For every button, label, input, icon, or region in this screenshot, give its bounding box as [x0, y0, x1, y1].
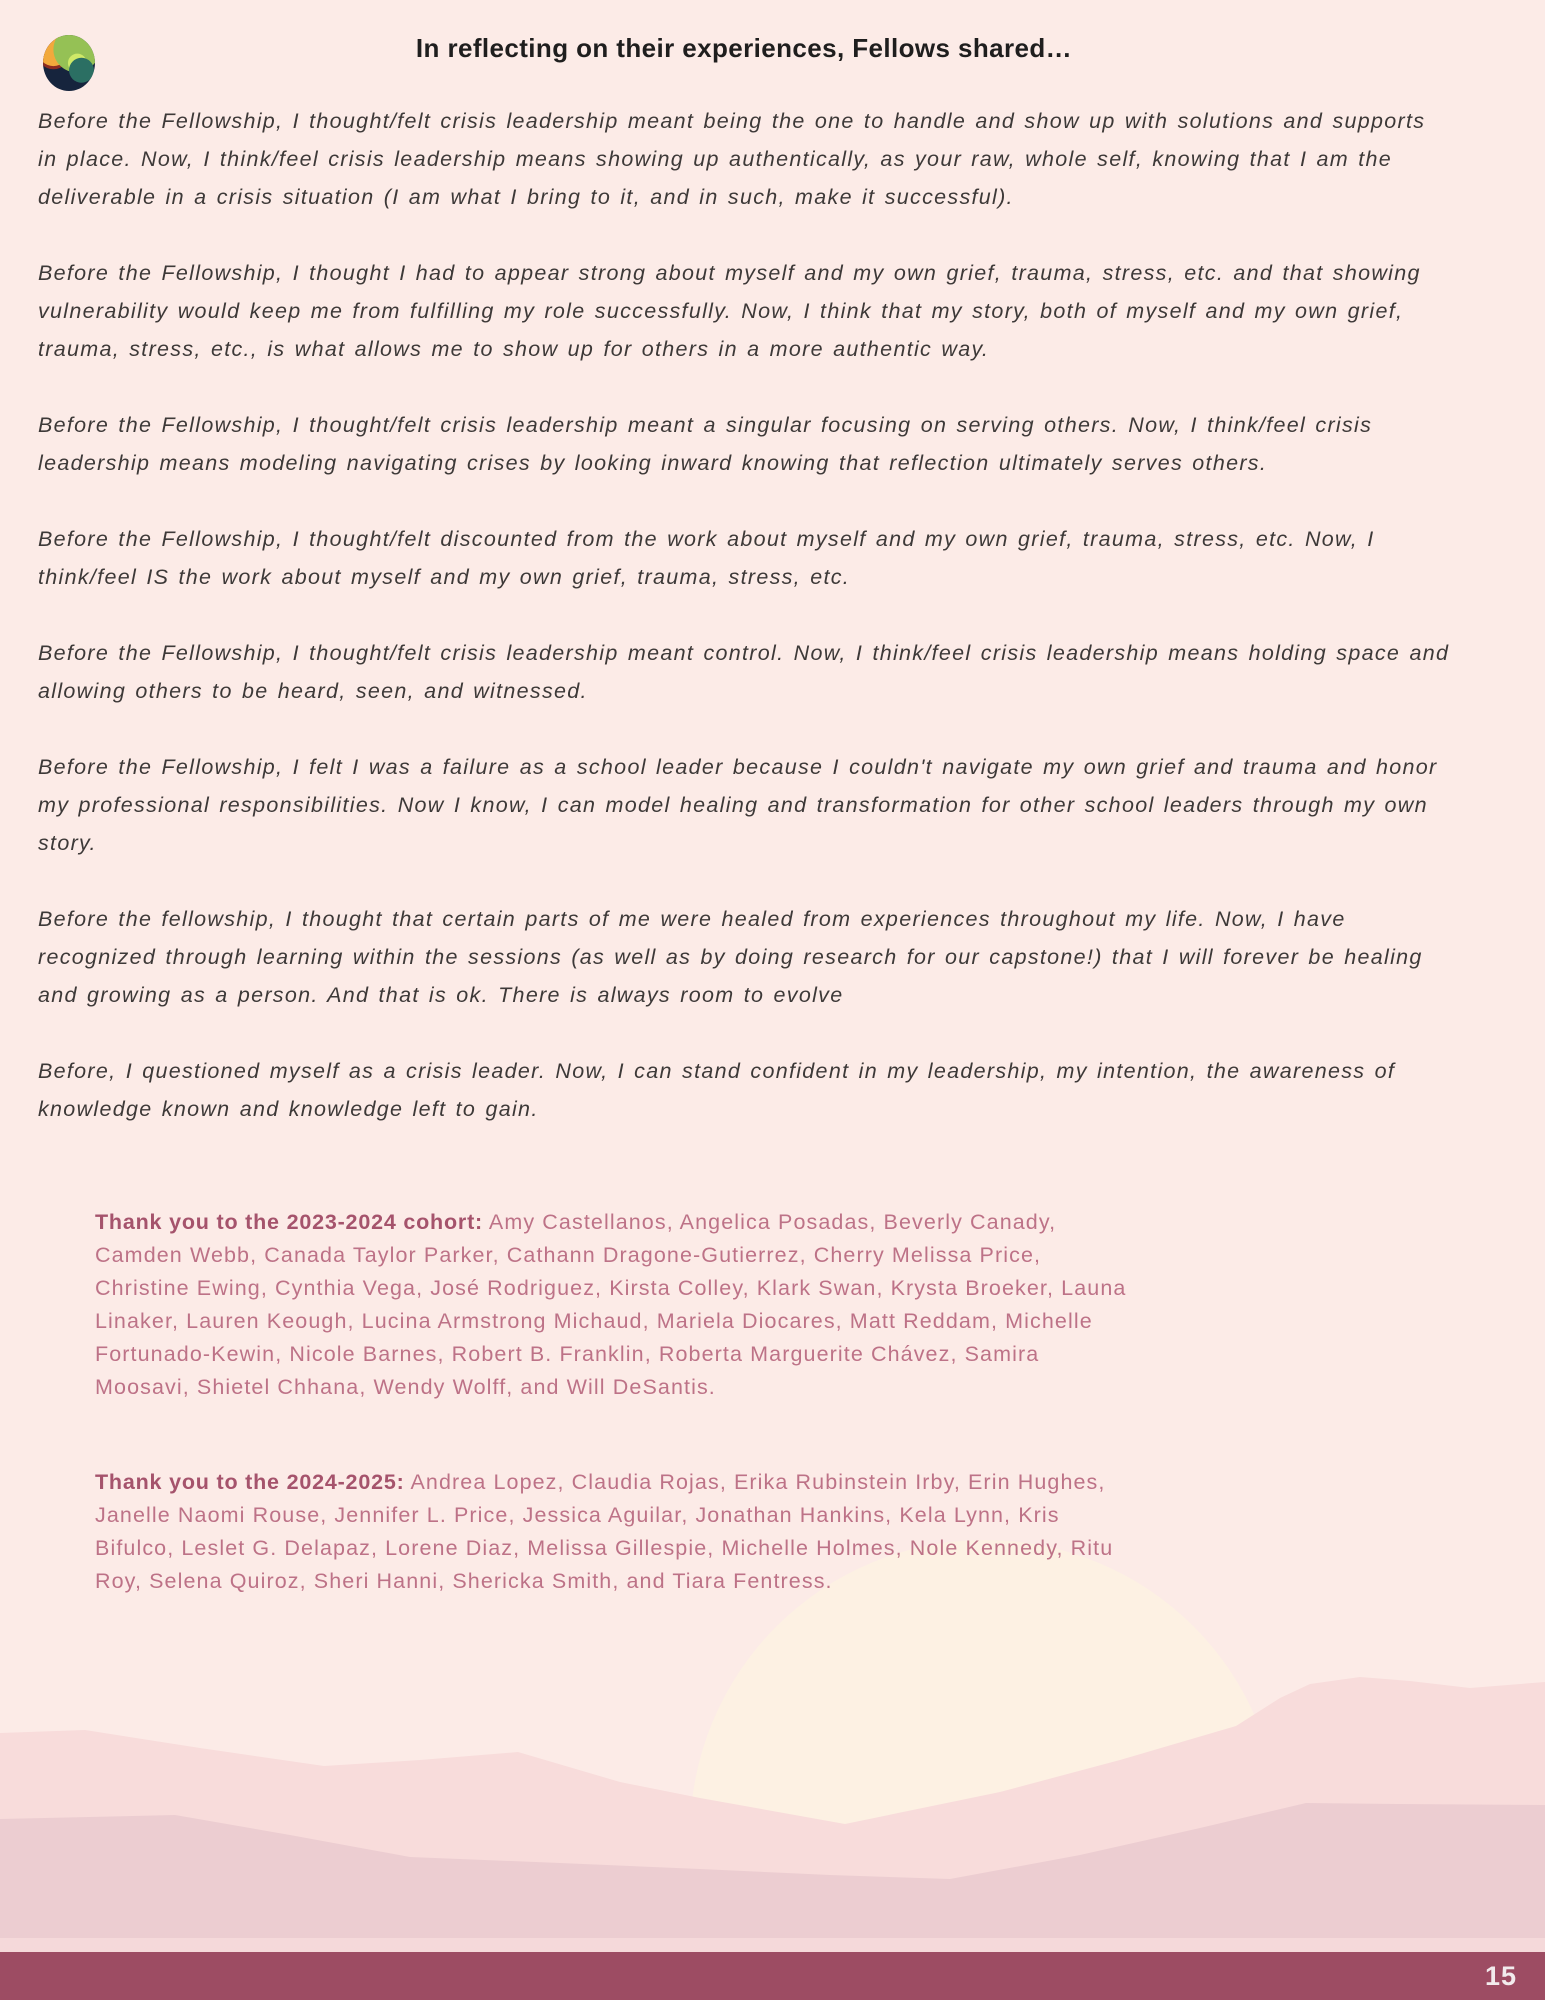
acknowledgement-lead: Thank you to the 2023-2024 cohort: [95, 1210, 484, 1234]
testimonial-paragraph: Before the Fellowship, I felt I was a failure as a school leader because I couldn't navigate my own grief and trauma and honor my professional responsibilities. Now I know, I can model healing and transformation for other school leaders through my own story. [38, 755, 1438, 855]
footer-accent-strip [0, 1938, 1545, 1952]
testimonial-paragraph: Before the Fellowship, I thought/felt crisis leadership meant control. Now, I think/feel crisis leadership means holding space and allowing others to be heard, seen, and witnessed. [38, 641, 1450, 703]
testimonials-section [0, 64, 1545, 1128]
testimonial-paragraph: Before the Fellowship, I thought/felt crisis leadership meant being the one to handle and show up with solutions and supports in place. Now, I think/feel crisis leadership means showing up authentically, as your raw, whole self, knowing that I am the deliverable in a crisis situation (I am what I bring to it, and in such, make it successful). [38, 109, 1426, 209]
acknowledgement-names: Amy Castellanos, Angelica Posadas, Beverly Canady, Camden Webb, Canada Taylor Parker, Cathann Dragone-Gutierrez, Cherry Melissa Price, Christine Ewing, Cynthia Vega, José Rodriguez, Kirsta Colley, Klark Swan, Krysta Broeker, Launa Linaker, Lauren Keough, Lucina Armstrong Michaud, Mariela Diocares, Matt Reddam, Michelle Fortunado-Kewin, Nicole Barnes, Robert B. Franklin, Roberta Marguerite Chávez, Samira Moosavi, Shietel Chhana, Wendy Wolff, and Will DeSantis. [95, 1210, 1127, 1399]
cohort-2023-2024-acknowledgement [95, 1206, 1140, 1404]
page-number: 15 [1484, 1960, 1517, 1991]
testimonial-paragraph: Before the Fellowship, I thought/felt discounted from the work about myself and my own grief, trauma, stress, etc. Now, I think/feel IS the work about myself and my own grief, trauma, stress, etc. [38, 527, 1375, 589]
cohort-2024-2025-acknowledgement [95, 1466, 1140, 1598]
testimonial-paragraph: Before the Fellowship, I thought/felt crisis leadership meant a singular focusing on serving others. Now, I think/feel crisis leadership means modeling navigating crises by looking inward knowing that reflection ultimately serves others. [38, 413, 1373, 475]
acknowledgement-names: Andrea Lopez, Claudia Rojas, Erika Rubinstein Irby, Erin Hughes, Janelle Naomi Rouse, Jennifer L. Price, Jessica Aguilar, Jonathan Hankins, Kela Lynn, Kris Bifulco, Leslet G. Delapaz, Lorene Diaz, Melissa Gillespie, Michelle Holmes, Nole Kennedy, Ritu Roy, Selena Quiroz, Sheri Hanni, Shericka Smith, and Tiara Fentress. [95, 1470, 1114, 1593]
footer-bar [0, 1952, 1545, 2000]
page-title: In reflecting on their experiences, Fellows shared… [415, 33, 1073, 63]
testimonial-paragraph: Before the Fellowship, I thought I had to appear strong about myself and my own grief, trauma, stress, etc. and that showing vulnerability would keep me from fulfilling my role successfully. Now, I think that my story, both of myself and my own grief, trauma, stress, etc., is what allows me to show up for others in a more authentic way. [38, 261, 1421, 361]
acknowledgement-lead: Thank you to the 2024-2025: [95, 1470, 405, 1494]
testimonial-paragraph: Before the fellowship, I thought that certain parts of me were healed from experiences throughout my life. Now, I have recognized through learning within the sessions (as well as by doing research for our capstone!) that I will forever be healing and growing as a person. And that is ok. There is always room to evolve [38, 907, 1423, 1007]
testimonial-paragraph: Before, I questioned myself as a crisis leader. Now, I can stand confident in my leadership, my intention, the awareness of knowledge known and knowledge left to gain. [38, 1059, 1396, 1121]
acknowledgements-section [0, 1166, 1545, 1598]
